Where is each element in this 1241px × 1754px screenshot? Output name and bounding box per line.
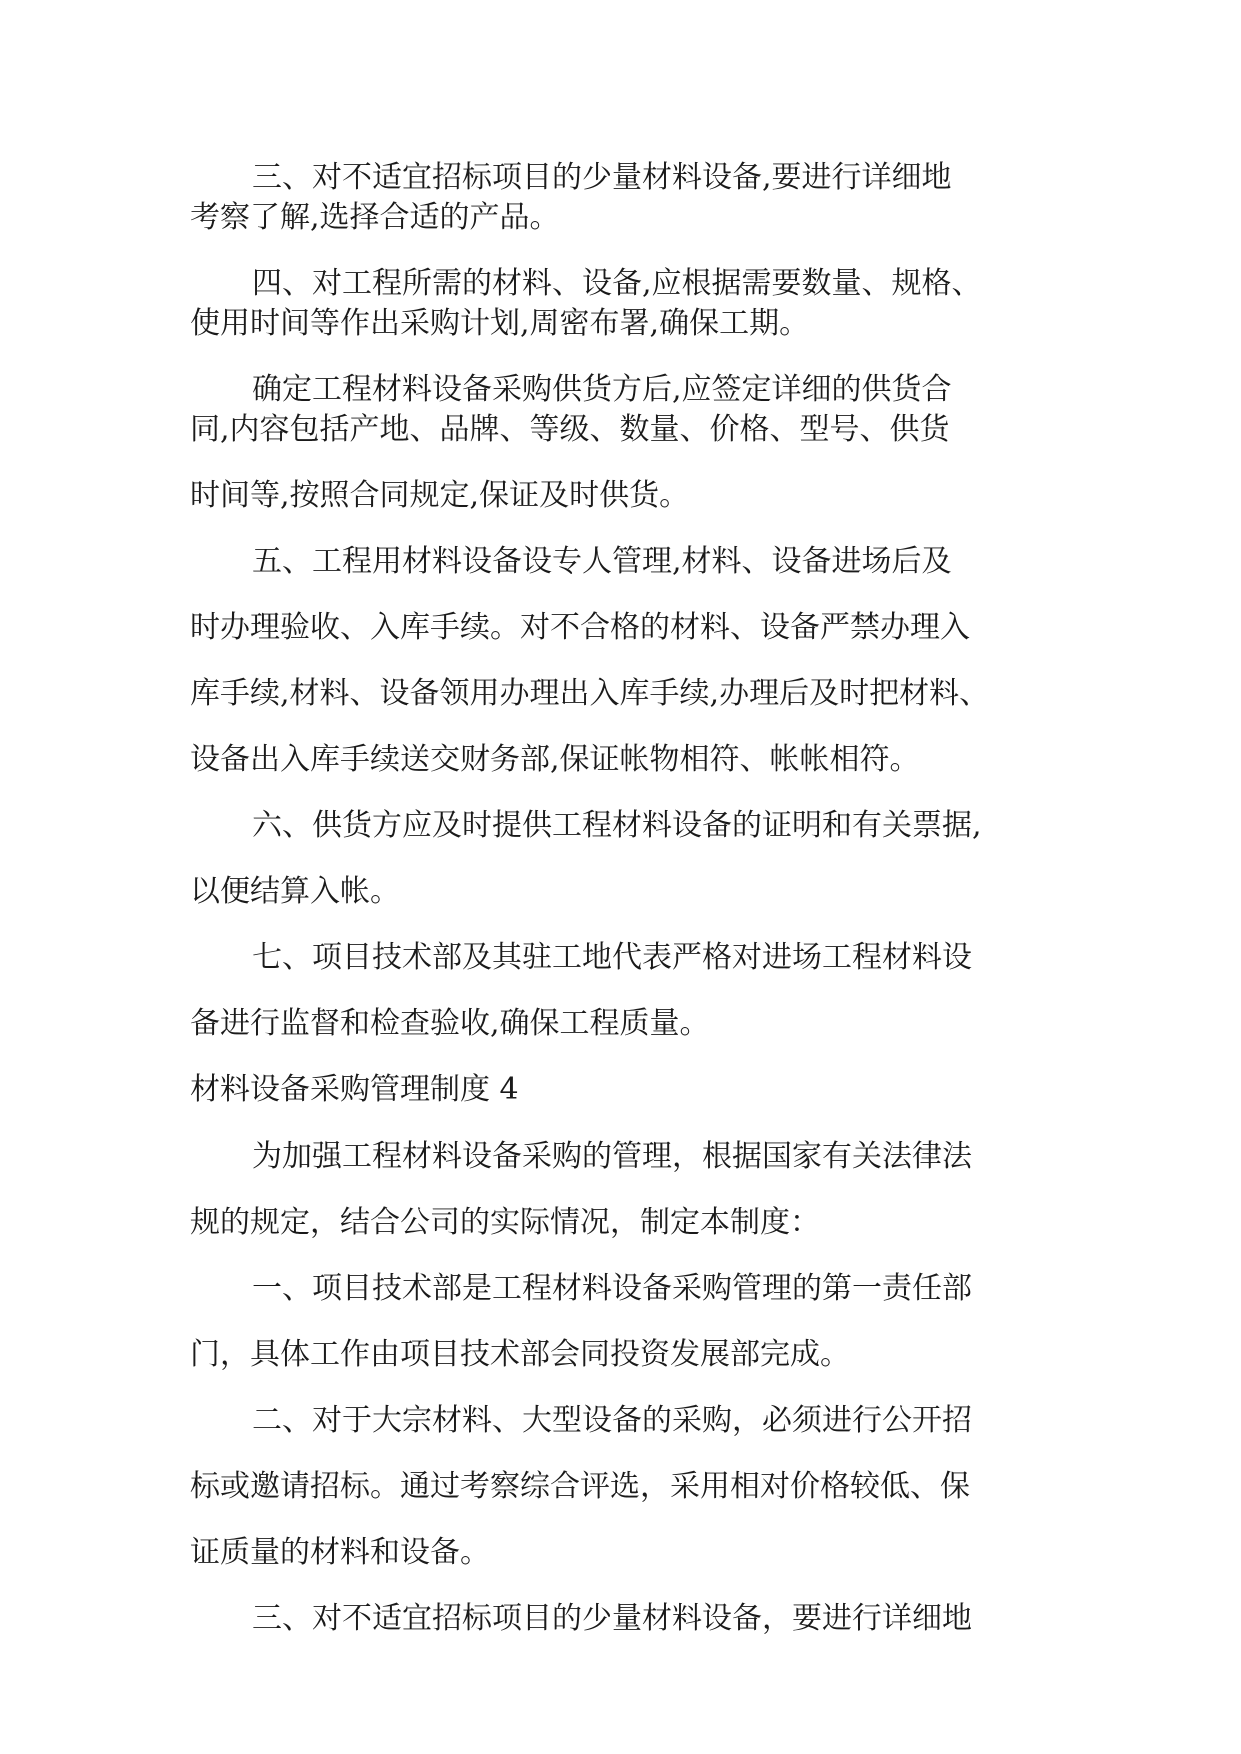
section-heading: 材料设备采购管理制度 4 [190, 1072, 519, 1107]
paragraph-line: 备进行监督和检查验收,确保工程质量。 [190, 1006, 710, 1041]
paragraph-line: 为加强工程材料设备采购的管理，根据国家有关法律法 [252, 1139, 972, 1174]
paragraph-line: 时间等,按照合同规定,保证及时供货。 [190, 478, 690, 513]
paragraph-line: 七、项目技术部及其驻工地代表严格对进场工程材料设 [252, 940, 972, 975]
paragraph-line: 一、项目技术部是工程材料设备采购管理的第一责任部 [252, 1271, 972, 1306]
paragraph-line: 标或邀请招标。通过考察综合评选，采用相对价格较低、保 [190, 1469, 970, 1504]
paragraph-line: 使用时间等作出采购计划,周密布署,确保工期。 [190, 306, 810, 341]
paragraph-line: 五、工程用材料设备设专人管理,材料、设备进场后及 [252, 544, 952, 579]
paragraph-line: 二、对于大宗材料、大型设备的采购，必须进行公开招 [252, 1403, 972, 1438]
paragraph-line: 以便结算入帐。 [190, 874, 400, 909]
paragraph-line: 设备出入库手续送交财务部,保证帐物相符、帐帐相符。 [190, 742, 920, 777]
paragraph-line: 同,内容包括产地、品牌、等级、数量、价格、型号、供货 [190, 412, 950, 447]
paragraph-line: 规的规定，结合公司的实际情况，制定本制度： [190, 1205, 820, 1240]
paragraph-line: 六、供货方应及时提供工程材料设备的证明和有关票据, [252, 808, 982, 843]
document-page [190, 158, 1055, 1639]
paragraph-line: 考察了解,选择合适的产品。 [190, 200, 560, 235]
paragraph-line: 三、对不适宜招标项目的少量材料设备，要进行详细地 [252, 1601, 972, 1636]
paragraph-line: 证质量的材料和设备。 [190, 1535, 490, 1570]
paragraph-line: 时办理验收、入库手续。对不合格的材料、设备严禁办理入 [190, 610, 970, 645]
paragraph-line: 四、对工程所需的材料、设备,应根据需要数量、规格、 [252, 266, 982, 301]
paragraph-line: 确定工程材料设备采购供货方后,应签定详细的供货合 [252, 372, 952, 407]
paragraph-line: 库手续,材料、设备领用办理出入库手续,办理后及时把材料、 [190, 676, 990, 711]
paragraph-line: 三、对不适宜招标项目的少量材料设备,要进行详细地 [252, 160, 952, 195]
paragraph-line: 门，具体工作由项目技术部会同投资发展部完成。 [190, 1337, 850, 1372]
